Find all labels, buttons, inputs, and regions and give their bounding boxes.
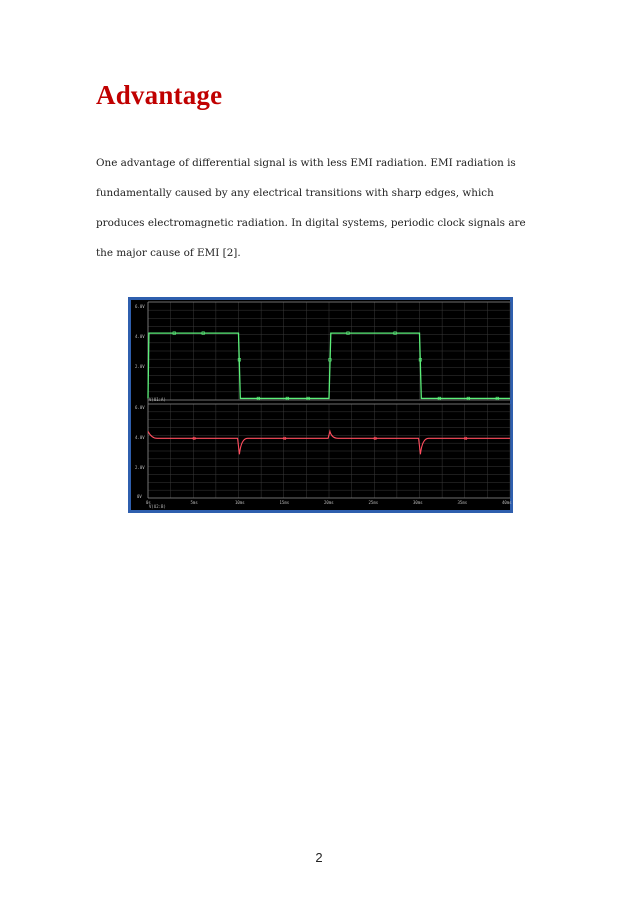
bottom-legend: V(U2:B) — [149, 504, 166, 509]
top-y-tick-label: 4.0V — [135, 334, 145, 339]
x-tick-label: 15ms — [279, 500, 290, 505]
x-tick-label: 30ms — [413, 500, 423, 505]
top-y-tick-label: 6.0V — [135, 304, 145, 309]
x-tick-label: 35ms — [457, 500, 468, 505]
oscilloscope-plot — [131, 300, 510, 510]
bottom-y-tick-label: 0V — [137, 494, 142, 499]
x-tick-label: 25ms — [368, 500, 379, 505]
x-tick-label: 40ms — [502, 500, 512, 505]
body-paragraph — [96, 148, 546, 268]
plot-grid — [148, 302, 510, 498]
oscilloscope-figure — [128, 297, 513, 513]
x-tick-label: 10ms — [235, 500, 245, 505]
top-legend: V(U1:A) — [149, 397, 166, 402]
paragraph-line: the major cause of EMI [2]. — [96, 247, 241, 259]
top-trace-markers — [173, 332, 499, 400]
paragraph-line: produces electromagnetic radiation. In digital systems, periodic clock signals are — [96, 217, 526, 229]
x-tick-label: 5ms — [190, 500, 198, 505]
bottom-y-tick-label: 4.0V — [135, 435, 145, 440]
paragraph-line: fundamentally caused by any electrical transitions with sharp edges, which — [96, 187, 494, 199]
paragraph-line: One advantage of differential signal is with less EMI radiation. EMI radiation is — [96, 157, 516, 169]
section-heading: Advantage — [96, 80, 223, 110]
x-tick-label: 20ms — [324, 500, 334, 505]
x-tick-label: 0s — [146, 500, 151, 505]
top-y-tick-label: 2.0V — [135, 364, 145, 369]
x-tick-labels — [146, 500, 512, 505]
bottom-y-tick-label: 2.0V — [135, 465, 145, 470]
bottom-y-tick-label: 6.0V — [135, 405, 145, 410]
page-number: 2 — [315, 850, 323, 865]
